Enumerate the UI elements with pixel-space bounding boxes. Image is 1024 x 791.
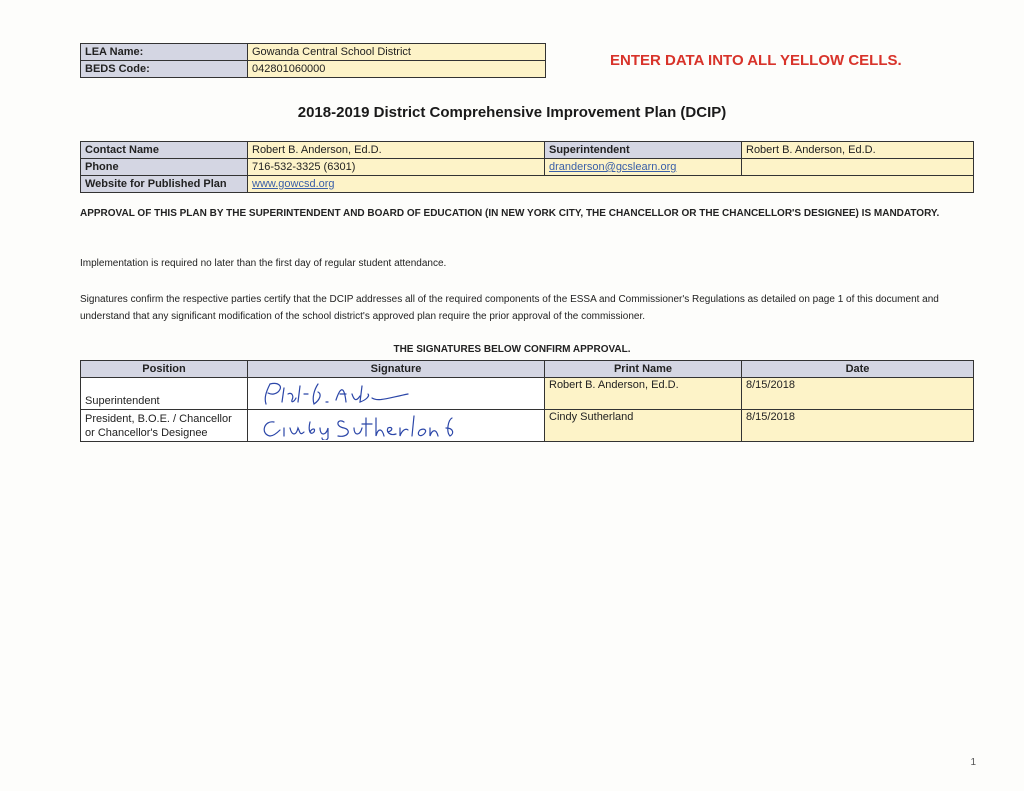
phone-row [81,159,974,176]
signature-header: Signature [248,361,545,378]
phone-field[interactable]: 716-532-3325 (6301) [248,159,545,176]
website-row [81,176,974,193]
signatures-heading: THE SIGNATURES BELOW CONFIRM APPROVAL. [393,344,631,355]
position-cell: Superintendent [81,378,248,410]
lea-name-field[interactable]: Gowanda Central School District [248,44,546,61]
phone-label: Phone [81,159,248,176]
signature-cell [248,410,545,442]
signature-table [80,360,974,442]
lea-name-label: LEA Name: [81,44,248,61]
instruction-text: ENTER DATA INTO ALL YELLOW CELLS. [610,52,902,69]
website-link[interactable]: www.gowcsd.org [252,178,335,190]
print-name-cell[interactable]: Cindy Sutherland [545,410,742,442]
contact-name-label: Contact Name [81,142,248,159]
date-cell[interactable]: 8/15/2018 [742,410,974,442]
email-field[interactable] [545,159,742,176]
contact-info-table [80,141,974,193]
superintendent-field[interactable]: Robert B. Anderson, Ed.D. [742,142,974,159]
superintendent-signature [248,378,544,408]
superintendent-label: Superintendent [545,142,742,159]
page-title: 2018-2019 District Comprehensive Improvement Plan (DCIP) [297,104,727,121]
beds-code-row [81,61,546,78]
page-number: 1 [970,757,976,768]
empty-cell[interactable] [742,159,974,176]
approval-paragraph: APPROVAL OF THIS PLAN BY THE SUPERINTENDENT AND BOARD OF EDUCATION (IN NEW YORK CITY, THE CHANCELLOR OR THE CHANCELLOR'S DESIGNEE) IS MANDATORY. [80,208,940,219]
email-link[interactable]: dranderson@gcslearn.org [549,161,677,173]
signature-row-superintendent [81,378,974,410]
contact-name-field[interactable]: Robert B. Anderson, Ed.D. [248,142,545,159]
implementation-paragraph: Implementation is required no later than the first day of regular student attendance. [80,258,447,269]
contact-row [81,142,974,159]
certify-paragraph: Signatures confirm the respective parties certify that the DCIP addresses all of the required components of the ESSA and Commissioner's Regulations as detailed on page 1 of this document and understand that any significant modification of the school district's approved plan require the prior approval of the commissioner. [80,294,939,322]
board-president-signature [248,410,544,440]
position-cell: President, B.O.E. / Chancellor or Chancellor's Designee [81,410,248,442]
signature-row-board-president [81,410,974,442]
beds-code-field[interactable]: 042801060000 [248,61,546,78]
print-name-cell[interactable]: Robert B. Anderson, Ed.D. [545,378,742,410]
date-cell[interactable]: 8/15/2018 [742,378,974,410]
website-field[interactable] [248,176,974,193]
date-header: Date [742,361,974,378]
lea-name-row [81,44,546,61]
signature-cell [248,378,545,410]
beds-code-label: BEDS Code: [81,61,248,78]
website-label: Website for Published Plan [81,176,248,193]
signature-header-row [81,361,974,378]
lea-info-table [80,43,546,78]
print-name-header: Print Name [545,361,742,378]
position-header: Position [81,361,248,378]
